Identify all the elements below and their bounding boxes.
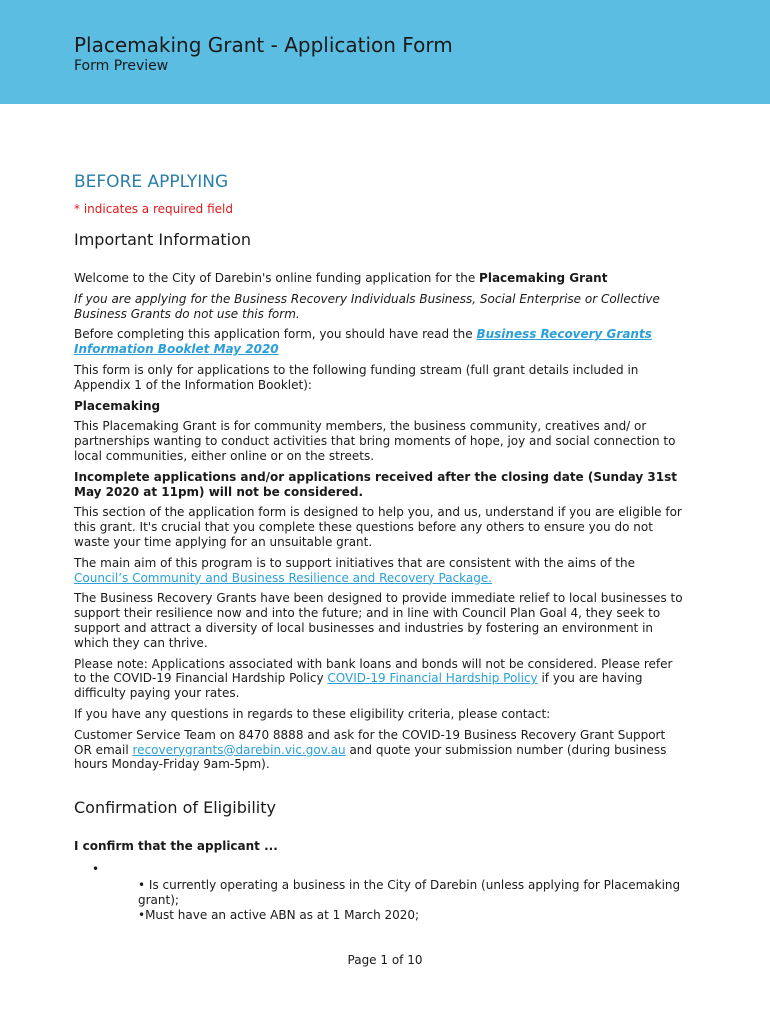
- form-subtitle: Form Preview: [74, 58, 169, 74]
- page-number: Page 1 of 10: [347, 953, 423, 967]
- bullet-dot: •: [138, 877, 149, 892]
- form-header: [0, 0, 770, 104]
- bullet-dot: •: [138, 907, 146, 922]
- confirm-statement: I confirm that the applicant ...: [74, 839, 278, 854]
- bullet-dot: •: [92, 861, 100, 876]
- list-item: • Is currently operating a business in the City of Darebin (unless applying for Placemaking grant);: [138, 877, 681, 907]
- recovery-package-link[interactable]: Council’s Community and Business Resilience and Recovery Package.: [74, 570, 493, 585]
- hardship-policy-link[interactable]: COVID-19 Financial Hardship Policy: [327, 671, 538, 686]
- aim-text: The main aim of this program is to support initiatives that are consistent with the aims of the Council’s Community and Business Resilience and Recovery Package.: [74, 555, 635, 585]
- section-purpose: This section of the application form is designed to help you, and us, understand if you are eligible for this grant. It's crucial that you complete these questions before any others to ensure you do not waste your time applying for an unsuitable grant.: [74, 505, 682, 549]
- form-content: [74, 172, 684, 922]
- important-heading: Important Information: [74, 230, 252, 249]
- list-item: •Must have an active ABN as at 1 March 2020;: [138, 907, 420, 922]
- please-note-text: Please note: Applications associated with bank loans and bonds will not be considered. Please refer to the COVID-19 Financial Hardship Policy COVID-19 Financial Hardship Policy if you are having difficulty paying your rates.: [74, 656, 673, 701]
- form-title: Placemaking Grant - Application Form: [74, 33, 453, 57]
- eligibility-heading: Confirmation of Eligibility: [74, 798, 276, 818]
- grants-description: The Business Recovery Grants have been designed to provide immediate relief to local businesses to support their resilience now and into the future; and in line with Council Plan Goal 4, they seek to support and attract a diversity of local businesses and industries by fostering an environment in which they can thrive.: [74, 591, 683, 650]
- stream-description: This Placemaking Grant is for community members, the business community, creatives and/ or partnerships wanting to conduct activities that bring moments of hope, joy and social connection to local communities, either online or on the streets.: [74, 419, 676, 463]
- deadline-text: Incomplete applications and/or applications received after the closing date (Sunday 31st May 2020 at 11pm) will not be considered.: [74, 469, 677, 499]
- stream-name: Placemaking: [74, 398, 161, 413]
- italic-note: If you are applying for the Business Recovery Individuals Business, Social Enterprise or Collective Business Grants do not use this form.: [74, 291, 660, 321]
- required-note: * indicates a required field: [74, 202, 233, 216]
- booklet-link[interactable]: Business Recovery Grants Information Booklet May 2020: [74, 327, 652, 357]
- section-title: BEFORE APPLYING: [74, 172, 229, 192]
- eligibility-list: [74, 878, 684, 922]
- welcome-text: Welcome to the City of Darebin's online funding application for the Placemaking Grant: [74, 271, 608, 285]
- before-completing-text: Before completing this application form, you should have read the Business Recovery Grants Information Booklet May 2020: [74, 327, 652, 357]
- stream-text: This form is only for applications to the following funding stream (full grant details included in Appendix 1 of the Information Booklet):: [74, 362, 639, 392]
- outer-bullet: [74, 862, 684, 876]
- email-link[interactable]: recoverygrants@darebin.vic.gov.au: [132, 742, 346, 757]
- questions-text: If you have any questions in regards to these eligibility criteria, please contact:: [74, 706, 551, 721]
- contact-text: Customer Service Team on 8470 8888 and ask for the COVID-19 Business Recovery Grant Support OR email recoverygrants@darebin.vic.gov.au and quote your submission number (during business hours Monday-Friday 9am-5pm).: [74, 727, 667, 772]
